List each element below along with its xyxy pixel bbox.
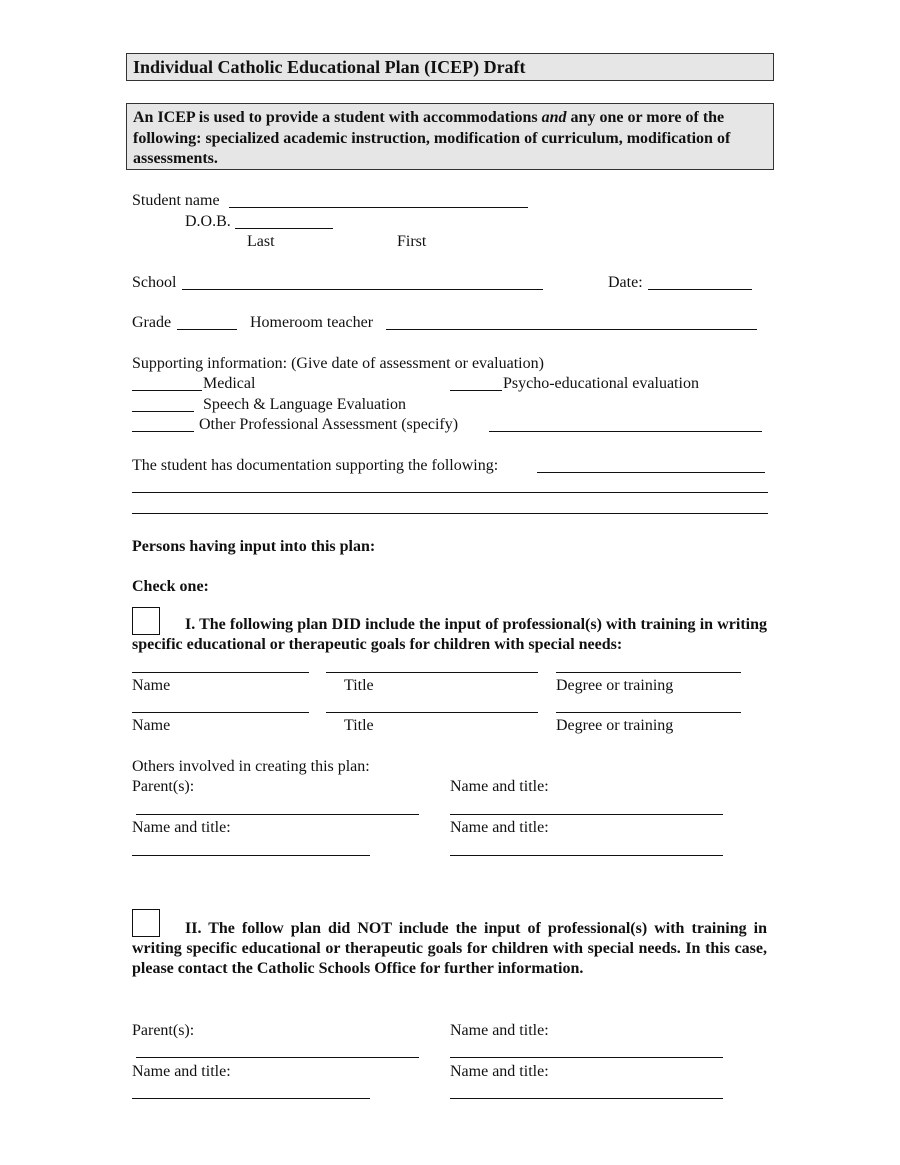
prof2-title-field[interactable] [326, 712, 538, 713]
prof1-title-field[interactable] [326, 672, 538, 673]
psycho-label: Psycho-educational evaluation [503, 375, 699, 392]
first-name-caption: First [397, 233, 427, 250]
intro-emphasis: and [541, 109, 567, 126]
intro-part1: An ICEP is used to provide a student with accommodations [133, 109, 542, 126]
school-label: School [132, 274, 177, 291]
medical-label: Medical [203, 375, 256, 392]
opt2-parent-field-2[interactable] [132, 1098, 370, 1099]
intro-part2: any one or more of the following: specialized academic instruction, modification of curriculum, modification of assessments. [133, 109, 731, 167]
dob-field[interactable] [235, 228, 333, 229]
date-field[interactable] [648, 289, 752, 290]
prof1-name-caption: Name [132, 677, 171, 694]
opt1-name-title-label-2: Name and title: [132, 819, 231, 836]
student-name-field[interactable] [229, 207, 528, 208]
prof2-degree-field[interactable] [556, 712, 741, 713]
opt2-other-field-2[interactable] [450, 1098, 723, 1099]
grade-field[interactable] [177, 329, 237, 330]
other-specify-field[interactable] [489, 431, 762, 432]
homeroom-label: Homeroom teacher [250, 314, 374, 331]
psycho-date-field[interactable] [450, 390, 502, 391]
documentation-field-3[interactable] [132, 513, 768, 514]
speech-label: Speech & Language Evaluation [203, 396, 407, 413]
opt1-other-field-2[interactable] [450, 855, 723, 856]
title-box [126, 53, 774, 81]
other-label: Other Professional Assessment (specify) [199, 416, 459, 433]
prof2-title-caption: Title [344, 717, 374, 734]
last-name-caption: Last [247, 233, 275, 250]
documentation-label: The student has documentation supporting the following: [132, 457, 499, 474]
prof2-degree-caption: Degree or training [556, 717, 674, 734]
others-label: Others involved in creating this plan: [132, 758, 370, 775]
grade-label: Grade [132, 314, 172, 331]
school-field[interactable] [182, 289, 543, 290]
homeroom-field[interactable] [386, 329, 757, 330]
dob-label: D.O.B. [185, 213, 231, 230]
prof1-title-caption: Title [344, 677, 374, 694]
date-label: Date: [608, 274, 643, 291]
intro-text [133, 108, 767, 170]
opt1-name-title-label-1: Name and title: [450, 778, 549, 795]
option1-text: I. The following plan DID include the input of professional(s) with training in writing specific educational or therapeutic goals for children with special needs: [132, 616, 767, 653]
supporting-heading: Supporting information: (Give date of assessment or evaluation) [132, 355, 544, 372]
opt2-name-title-label-1: Name and title: [450, 1022, 549, 1039]
medical-date-field[interactable] [132, 390, 202, 391]
persons-heading: Persons having input into this plan: [132, 538, 376, 555]
intro-box [126, 103, 774, 170]
opt2-name-title-label-2: Name and title: [132, 1063, 231, 1080]
opt2-name-title-label-3: Name and title: [450, 1063, 549, 1080]
prof2-name-field[interactable] [132, 712, 309, 713]
opt2-other-field-1[interactable] [450, 1057, 723, 1058]
prof1-degree-field[interactable] [556, 672, 741, 673]
opt1-parent-field-2[interactable] [132, 855, 370, 856]
opt1-name-title-label-3: Name and title: [450, 819, 549, 836]
option2-text: II. The follow plan did NOT include the input of professional(s) with training in writing specific educational or therapeutic goals for children with special needs. In this case, please contact the Catholic Schools Office for further information. [132, 920, 767, 977]
speech-date-field[interactable] [132, 411, 194, 412]
prof1-degree-caption: Degree or training [556, 677, 674, 694]
prof2-name-caption: Name [132, 717, 171, 734]
opt1-parents-label: Parent(s): [132, 778, 195, 795]
check-one-heading: Check one: [132, 578, 209, 595]
other-date-field[interactable] [132, 431, 194, 432]
student-name-label: Student name [132, 192, 220, 209]
opt1-other-field-1[interactable] [450, 814, 723, 815]
documentation-field-2[interactable] [132, 492, 768, 493]
opt1-parent-field-1[interactable] [136, 814, 419, 815]
prof1-name-field[interactable] [132, 672, 309, 673]
documentation-field-1[interactable] [537, 472, 765, 473]
page-title: Individual Catholic Educational Plan (ICEP) Draft [133, 57, 526, 77]
opt2-parent-field-1[interactable] [136, 1057, 419, 1058]
opt2-parents-label: Parent(s): [132, 1022, 195, 1039]
